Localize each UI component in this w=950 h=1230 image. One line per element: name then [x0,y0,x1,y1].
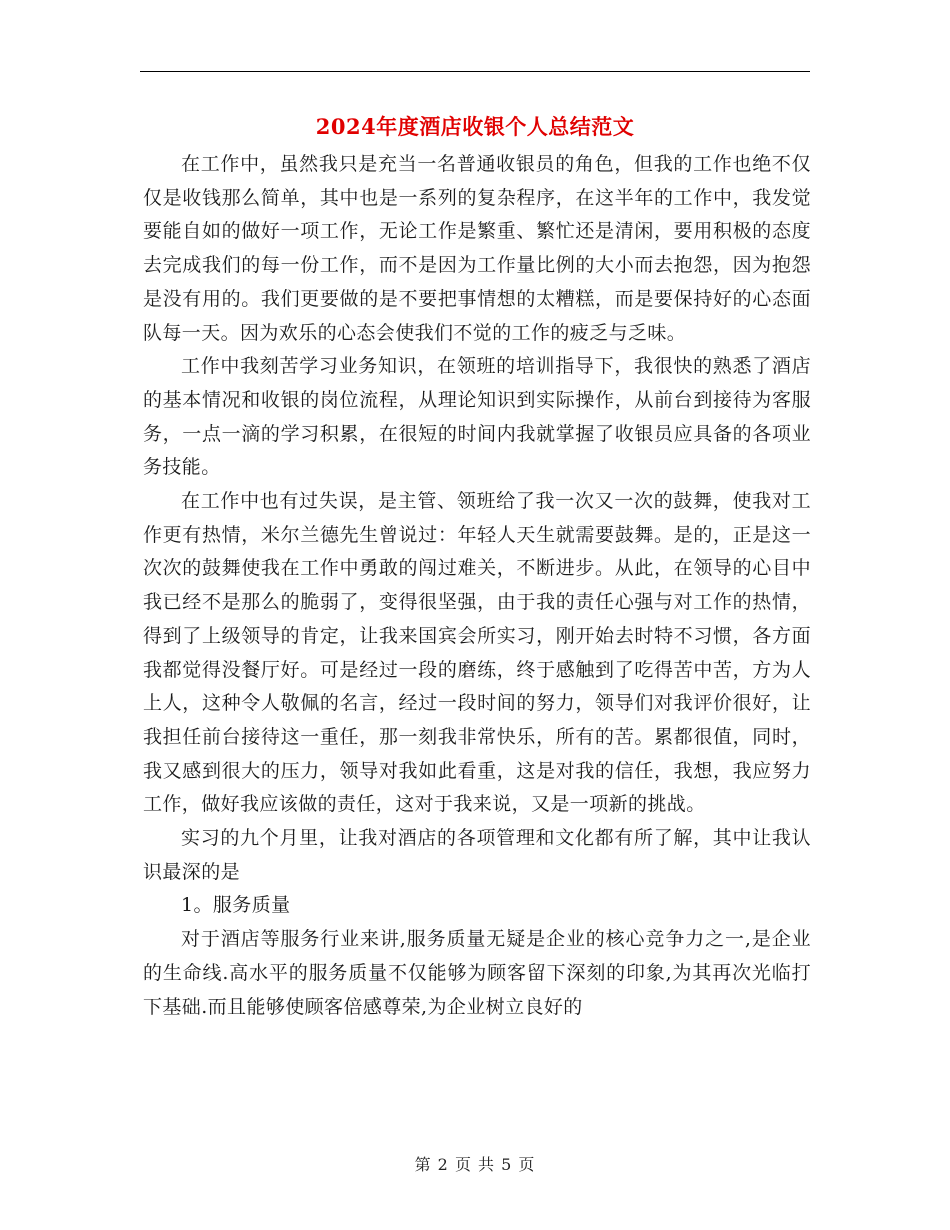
page-footer: 第 2 页 共 5 页 [414,1155,536,1174]
paragraph-encouragement: 在工作中也有过失误，是主管、领班给了我一次又一次的鼓舞，使我对工作更有热情，米尔兰德先生曾说过：年轻人天生就需要鼓舞。是的，正是这一次次的鼓舞使我在工作中勇敢的闯过难关，不断进步。从此，在领导的心目中我已经不是那么的脆弱了，变得很坚强，由于我的责任心强与对工作的热情，得到了上级领导的肯定，让我来国宾会所实习，刚开始去时特不习惯，各方面我都觉得没餐厅好。可是经过一段的磨练，终于感触到了吃得苦中苦，方为人上人，这种令人敬佩的名言，经过一段时间的努力，领导们对我评价很好，让我担任前台接待这一重任，那一刻我非常快乐，所有的苦。累都很值，同时，我又感到很大的压力，领导对我如此看重，这是对我的信任，我想，我应努力工作，做好我应该做的责任，这对于我来说，又是一项新的挑战。 [143,490,811,816]
paragraph-internship: 实习的九个月里，让我对酒店的各项管理和文化都有所了解，其中让我认识最深的是 [143,827,811,883]
paragraph-work-attitude: 在工作中，虽然我只是充当一名普通收银员的角色，但我的工作也绝不仅仅是收钱那么简单，其中也是一系列的复杂程序，在这半年的工作中，我发觉要能自如的做好一项工作，无论工作是繁重、繁忙还是清闲，要用积极的态度去完成我们的每一份工作，而不是因为工作量比例的大小而去抱怨，因为抱怨是没有用的。我们更要做的是不要把事情想的太糟糕，而是要保持好的心态面队每一天。因为欢乐的心态会使我们不觉的工作的疲乏与乏味。 [143,153,811,344]
document-title: 2024年度酒店收银个人总结范文 [315,114,635,139]
document-body [143,148,811,1024]
section-heading-service-quality: 1。服务质量 [181,894,291,917]
header-rule [140,71,810,72]
paragraph-learning: 工作中我刻苦学习业务知识，在领班的培训指导下，我很快的熟悉了酒店的基本情况和收银的岗位流程，从理论知识到实际操作，从前台到接待为客服务，一点一滴的学习积累，在很短的时间内我就掌握了收银员应具备的各项业务技能。 [143,355,811,479]
paragraph-service-quality: 对于酒店等服务行业来讲,服务质量无疑是企业的核心竞争力之一,是企业的生命线.高水平的服务质量不仅能够为顾客留下深刻的印象,为其再次光临打下基础.而且能够使顾客倍感尊荣,为企业树立良好的 [143,928,811,1018]
